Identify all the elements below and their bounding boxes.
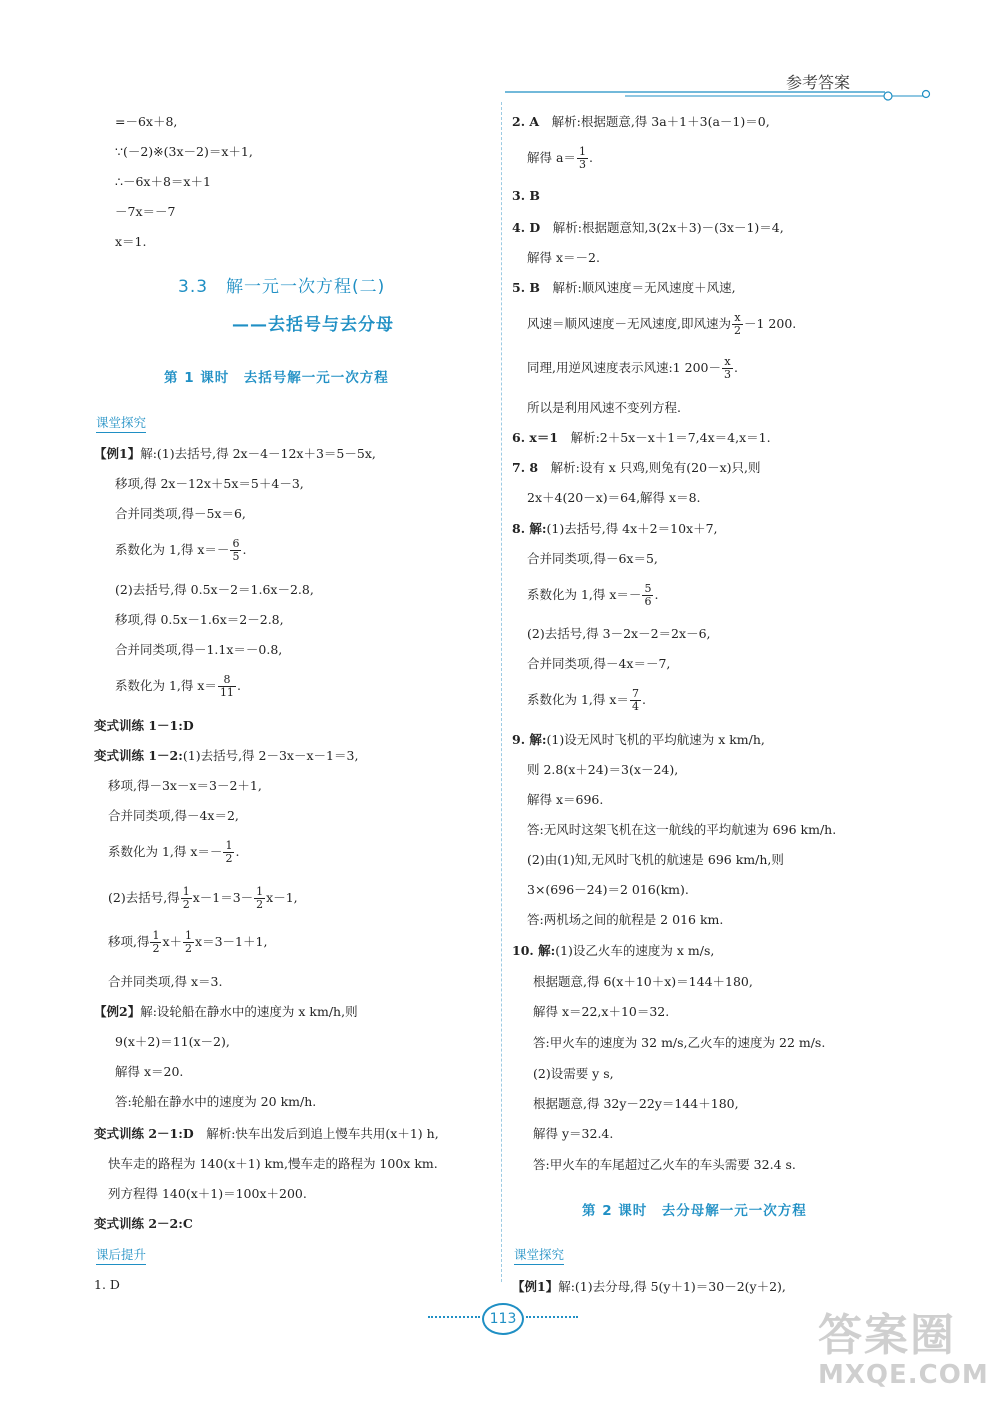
fraction (181, 886, 192, 911)
fraction (722, 356, 733, 381)
question-3: 3. B (512, 188, 540, 203)
fraction (218, 674, 236, 699)
text: (1)设乙火车的速度为 x m/s, (555, 943, 715, 958)
text-line: ∴－6x＋8＝x＋1 (115, 174, 211, 189)
text: (1)设无风时飞机的平均航速为 x km/h, (546, 732, 765, 747)
example-label: 【例1】 (512, 1279, 559, 1294)
example-label: 【例1】 (94, 446, 141, 461)
section-subtitle: ——去括号与去分母 (232, 315, 394, 335)
text-line: －7x＝－7 (115, 204, 176, 219)
text: 风速＝顺风速度－无风速度,即风速为 (527, 316, 731, 331)
text: x＝3－1＋1, (195, 934, 268, 949)
text-line-fraction (527, 356, 738, 381)
text-line-fraction (527, 312, 796, 337)
text-line: ∵(－2)※(3x－2)＝x＋1, (115, 144, 253, 159)
fraction (150, 930, 161, 955)
text-line: =－6x＋8, (115, 114, 178, 129)
text-line-fraction (108, 930, 267, 955)
text-line: 根据题意,得 6(x＋10＋x)＝144＋180, (533, 974, 753, 989)
numerator: 8 (218, 674, 236, 687)
page-number: 113 (482, 1303, 524, 1335)
text: 解析:2＋5x－x＋1＝7,4x＝4,x＝1. (558, 430, 771, 445)
numerator: 6 (232, 537, 240, 550)
question-label: 6. x＝1 (512, 430, 559, 445)
header-title: 参考答案 (786, 73, 851, 92)
text-line-fraction (115, 538, 246, 563)
numerator: 1 (182, 885, 190, 898)
denominator: 2 (152, 942, 160, 955)
page-number-badge (428, 1300, 578, 1336)
text: 同理,用逆风速度表示风速:1 200－ (527, 360, 721, 375)
denominator: 4 (631, 700, 639, 713)
column-divider (501, 102, 502, 1282)
text: (1)去括号,得 2－3x－x－1＝3, (182, 748, 359, 763)
text-line: 解得 x＝20. (115, 1064, 184, 1079)
question-label: 4. D (512, 220, 541, 235)
text-line: 解得 x＝22,x＋10＝32. (533, 1004, 670, 1019)
numerator: 1 (225, 839, 233, 852)
question-label: 8. 解: (512, 521, 547, 536)
denominator: 2 (733, 324, 741, 337)
text: . (641, 692, 646, 707)
text-line: 合并同类项,得－1.1x＝－0.8, (115, 642, 283, 657)
text-line-fraction (527, 146, 593, 171)
numerator: 1 (578, 145, 586, 158)
numerator: x (722, 356, 733, 369)
text: 解:(1)去分母,得 5(y＋1)＝30－2(y＋2), (558, 1279, 786, 1294)
header-decoration (505, 86, 935, 106)
text: 解析:根据题意,得 3a＋1＋3(a－1)＝0, (539, 114, 770, 129)
text-line: 解得 x＝696. (527, 792, 604, 807)
text: 系数化为 1,得 x＝ (527, 692, 629, 707)
text-line: 3×(696－24)＝2 016(km). (527, 882, 689, 897)
question-4 (512, 218, 784, 236)
dotted-rule (428, 1316, 480, 1318)
question-label: 7. 8 (512, 460, 539, 475)
text-line: (2)去括号,得 3－2x－2＝2x－6, (527, 626, 711, 641)
denominator: 6 (644, 595, 652, 608)
denominator: 3 (578, 158, 586, 171)
example-label: 【例2】 (94, 1004, 141, 1019)
text: . (733, 360, 738, 375)
text-line: 答:无风时这架飞机在这一航线的平均航速为 696 km/h. (527, 822, 837, 837)
question-label: 9. 解: (512, 732, 547, 747)
text-line: 合并同类项,得－5x＝6, (115, 506, 246, 521)
watermark (818, 1312, 996, 1398)
section-title: 3.3 解一元一次方程(二) (178, 277, 386, 297)
text: x＋ (162, 934, 183, 949)
variant-1-2 (94, 746, 358, 764)
text-line: 合并同类项,得－4x＝－7, (527, 656, 671, 671)
text-line: 2x＋4(20－x)＝64,解得 x＝8. (527, 490, 701, 505)
question-8 (512, 519, 718, 537)
text-line: 答:两机场之间的航程是 2 016 km. (527, 912, 724, 927)
denominator: 5 (232, 550, 240, 563)
text-line: 移项,得 2x－12x＋5x＝5＋4－3, (115, 476, 304, 491)
text-line: 解得 y＝32.4. (533, 1126, 614, 1141)
example-1 (94, 444, 376, 462)
text-line: 答:轮船在静水中的速度为 20 km/h. (115, 1094, 317, 1109)
text: 系数化为 1,得 x＝－ (115, 542, 230, 557)
text-line-fraction (108, 886, 298, 911)
fraction (732, 312, 743, 337)
variant-1-1 (94, 716, 194, 734)
fraction (183, 930, 194, 955)
answer: D (182, 718, 194, 733)
text-line: 答:甲火车的车尾超过乙火车的车头需要 32.4 s. (533, 1157, 796, 1172)
variant-label: 变式训练 1－1: (94, 718, 183, 733)
fraction (577, 146, 588, 171)
text-line: 移项,得 0.5x－1.6x＝2－2.8, (115, 612, 284, 627)
text: 解析:顺风速度＝无风速度＋风速, (539, 280, 736, 295)
section-tag: 课后提升 (96, 1245, 146, 1265)
text: 解析:设有 x 只鸡,则兔有(20－x)只,则 (538, 460, 761, 475)
text: 系数化为 1,得 x＝－ (527, 587, 642, 602)
text: . (242, 542, 247, 557)
lesson-title: 第 1 课时 去括号解一元一次方程 (164, 370, 389, 386)
fraction (630, 688, 641, 713)
text: (1)去括号,得 4x＋2＝10x＋7, (546, 521, 718, 536)
answer: C (182, 1216, 193, 1231)
text: . (236, 678, 241, 693)
question-7 (512, 458, 760, 476)
text-line-fraction (115, 674, 241, 699)
text-line: 移项,得－3x－x＝3－2＋1, (108, 778, 262, 793)
text: . (235, 844, 240, 859)
denominator: 2 (185, 942, 193, 955)
text-line: x＝1. (115, 234, 147, 249)
question-6 (512, 428, 771, 446)
question-5 (512, 278, 736, 296)
lesson-title: 第 2 课时 去分母解一元一次方程 (582, 1203, 807, 1219)
fraction (223, 840, 234, 865)
text-line: 9(x＋2)＝11(x－2), (115, 1034, 230, 1049)
section-tag: 课堂探究 (96, 413, 146, 433)
text: 解:设轮船在静水中的速度为 x km/h,则 (140, 1004, 358, 1019)
fraction (642, 583, 653, 608)
text-line: 合并同类项,得 x＝3. (108, 974, 223, 989)
section-tag: 课堂探究 (514, 1245, 564, 1265)
text: . (588, 150, 593, 165)
text-line: 根据题意,得 32y－22y＝144＋180, (533, 1096, 739, 1111)
text: 解:(1)去括号,得 2x－4－12x＋3＝5－5x, (140, 446, 376, 461)
fraction (254, 886, 265, 911)
text-line: (2)设需要 y s, (533, 1066, 614, 1081)
text-line: 快车走的路程为 140(x＋1) km,慢车走的路程为 100x km. (108, 1156, 438, 1171)
denominator: 11 (219, 686, 234, 699)
text-line: 所以是利用风速不变列方程. (527, 400, 681, 415)
fraction (230, 538, 241, 563)
text-line-fraction (527, 583, 658, 608)
denominator: 2 (256, 898, 264, 911)
text: (2)去括号,得 (108, 890, 180, 905)
numerator: 1 (256, 885, 264, 898)
text-line: 合并同类项,得－6x＝5, (527, 551, 658, 566)
question-9 (512, 730, 765, 748)
numerator: x (732, 312, 743, 325)
question-2 (512, 112, 770, 130)
text: x－1, (266, 890, 298, 905)
numerator: 7 (631, 687, 639, 700)
example-1 (512, 1277, 786, 1295)
text: 解析:快车出发后到追上慢车共用(x＋1) h, (193, 1126, 439, 1141)
example-2 (94, 1002, 358, 1020)
text-line: 列方程得 140(x＋1)＝100x＋200. (108, 1186, 307, 1201)
text-line: (2)去括号,得 0.5x－2＝1.6x－2.8, (115, 582, 314, 597)
text: x－1＝3－ (192, 890, 254, 905)
variant-label: 变式训练 1－2: (94, 748, 183, 763)
text-line: (2)由(1)知,无风时飞机的航速是 696 km/h,则 (527, 852, 784, 867)
text: . (654, 587, 659, 602)
question-label: 10. 解: (512, 943, 556, 958)
text: 解得 a＝ (527, 150, 576, 165)
variant-label: 变式训练 2－2: (94, 1216, 183, 1231)
text: 移项,得 (108, 934, 150, 949)
question-10 (512, 941, 714, 959)
text-line: 解得 x＝－2. (527, 250, 600, 265)
text-line: 则 2.8(x＋24)＝3(x－24), (527, 762, 679, 777)
watermark-line2: MXQE.COM (818, 1360, 989, 1390)
denominator: 2 (225, 852, 233, 865)
variant-2-2 (94, 1214, 193, 1232)
text-line-fraction (527, 688, 646, 713)
text-line: 1. D (94, 1277, 120, 1292)
numerator: 1 (185, 929, 193, 942)
variant-label: 变式训练 2－1:D (94, 1126, 194, 1141)
watermark-line1: 答案圈 (818, 1310, 956, 1361)
denominator: 3 (723, 368, 731, 381)
numerator: 1 (152, 929, 160, 942)
denominator: 2 (182, 898, 190, 911)
text: －1 200. (743, 316, 797, 331)
question-label: 2. A (512, 114, 540, 129)
text-line: 合并同类项,得－4x＝2, (108, 808, 239, 823)
dotted-rule (526, 1316, 578, 1318)
question-label: 5. B (512, 280, 540, 295)
variant-2-1 (94, 1124, 439, 1142)
text: 系数化为 1,得 x＝ (115, 678, 217, 693)
text-line: 答:甲火车的速度为 32 m/s,乙火车的速度为 22 m/s. (533, 1035, 826, 1050)
text-line-fraction (108, 840, 239, 865)
text: 解析:根据题意知,3(2x＋3)－(3x－1)＝4, (540, 220, 784, 235)
numerator: 5 (644, 582, 652, 595)
text: 系数化为 1,得 x＝－ (108, 844, 223, 859)
